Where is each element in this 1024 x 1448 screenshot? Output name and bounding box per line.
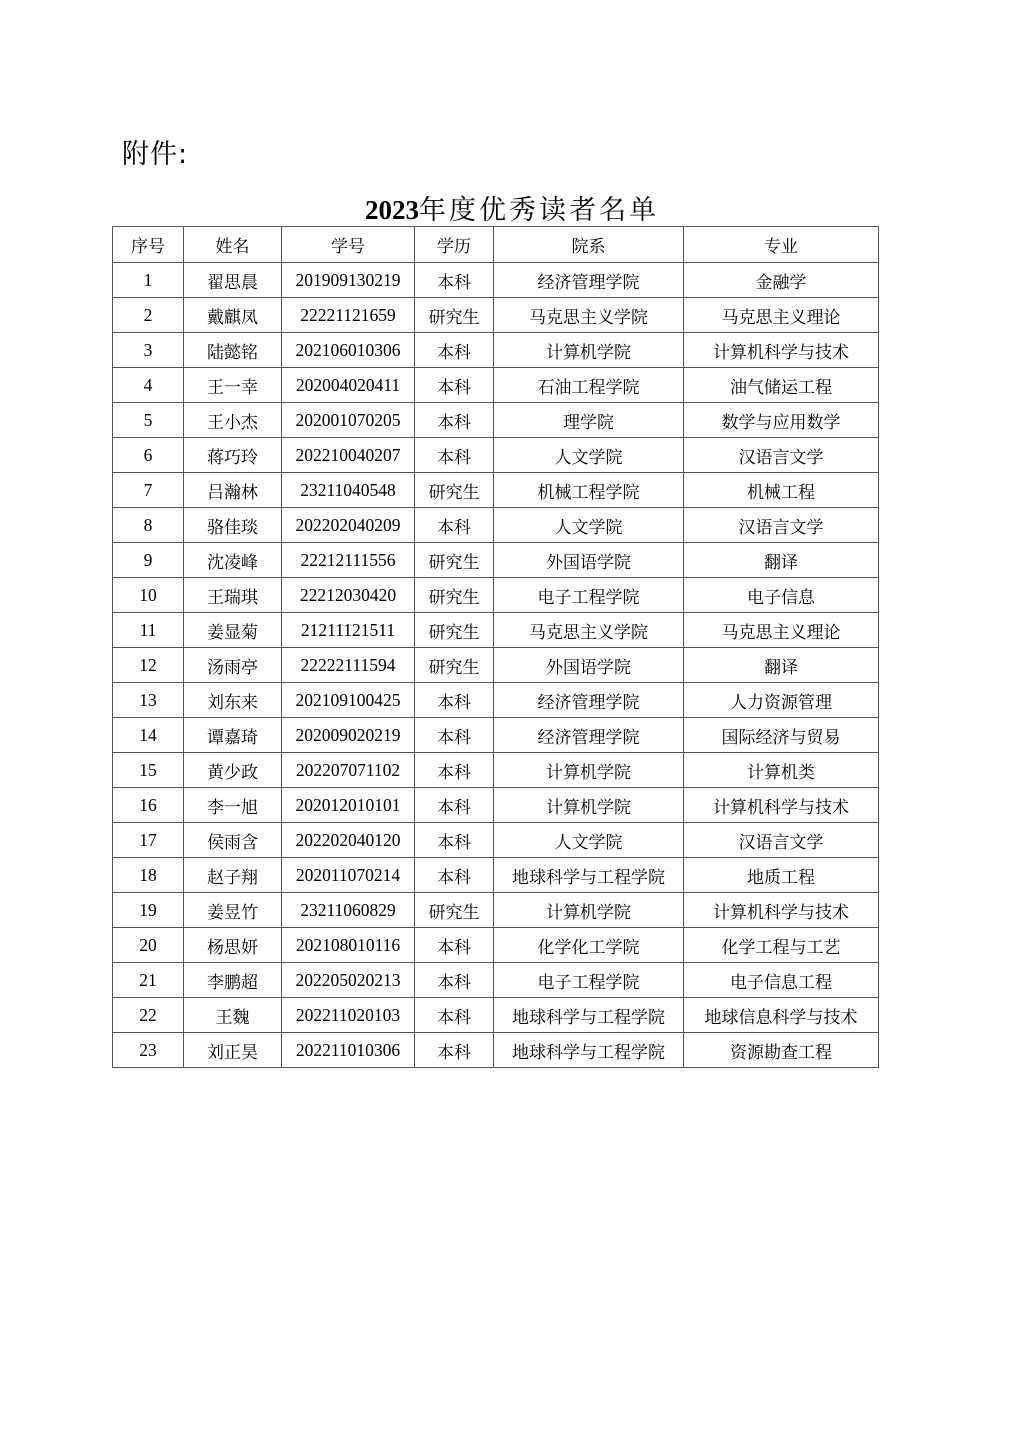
cell-degree: 本科: [415, 1033, 494, 1068]
cell-degree: 本科: [415, 718, 494, 753]
cell-major: 马克思主义理论: [684, 613, 879, 648]
cell-no: 20: [113, 928, 184, 963]
cell-major: 计算机科学与技术: [684, 333, 879, 368]
cell-student-id: 22212030420: [282, 578, 415, 613]
cell-college: 地球科学与工程学院: [494, 1033, 684, 1068]
cell-name: 侯雨含: [184, 823, 282, 858]
cell-student-id: 23211060829: [282, 893, 415, 928]
cell-name: 姜昱竹: [184, 893, 282, 928]
table-row: [113, 403, 879, 438]
cell-no: 14: [113, 718, 184, 753]
cell-no: 5: [113, 403, 184, 438]
header-major: 专业: [684, 227, 879, 263]
cell-college: 电子工程学院: [494, 578, 684, 613]
cell-student-id: 202001070205: [282, 403, 415, 438]
cell-college: 计算机学院: [494, 893, 684, 928]
cell-name: 蒋巧玲: [184, 438, 282, 473]
cell-student-id: 22221121659: [282, 298, 415, 333]
cell-major: 翻译: [684, 648, 879, 683]
cell-student-id: 202205020213: [282, 963, 415, 998]
cell-major: 油气储运工程: [684, 368, 879, 403]
cell-major: 人力资源管理: [684, 683, 879, 718]
cell-college: 外国语学院: [494, 648, 684, 683]
table-row: [113, 298, 879, 333]
cell-name: 刘正昊: [184, 1033, 282, 1068]
cell-student-id: 23211040548: [282, 473, 415, 508]
table-row: [113, 473, 879, 508]
cell-degree: 本科: [415, 823, 494, 858]
cell-degree: 研究生: [415, 893, 494, 928]
cell-student-id: 202202040209: [282, 508, 415, 543]
cell-no: 10: [113, 578, 184, 613]
cell-name: 李一旭: [184, 788, 282, 823]
cell-degree: 本科: [415, 858, 494, 893]
cell-college: 理学院: [494, 403, 684, 438]
cell-student-id: 202109100425: [282, 683, 415, 718]
cell-major: 汉语言文学: [684, 508, 879, 543]
cell-major: 计算机类: [684, 753, 879, 788]
cell-name: 王小杰: [184, 403, 282, 438]
cell-college: 化学化工学院: [494, 928, 684, 963]
cell-name: 李鹏超: [184, 963, 282, 998]
cell-student-id: 202106010306: [282, 333, 415, 368]
table-row: [113, 893, 879, 928]
cell-name: 赵子翔: [184, 858, 282, 893]
cell-no: 17: [113, 823, 184, 858]
cell-major: 汉语言文学: [684, 823, 879, 858]
cell-college: 机械工程学院: [494, 473, 684, 508]
cell-name: 吕瀚林: [184, 473, 282, 508]
cell-college: 人文学院: [494, 823, 684, 858]
table-row: [113, 438, 879, 473]
cell-student-id: 202207071102: [282, 753, 415, 788]
cell-major: 国际经济与贸易: [684, 718, 879, 753]
cell-no: 16: [113, 788, 184, 823]
cell-name: 王瑞琪: [184, 578, 282, 613]
cell-major: 化学工程与工艺: [684, 928, 879, 963]
cell-no: 4: [113, 368, 184, 403]
cell-degree: 研究生: [415, 543, 494, 578]
table-row: [113, 963, 879, 998]
cell-no: 2: [113, 298, 184, 333]
cell-student-id: 21211121511: [282, 613, 415, 648]
header-student-id: 学号: [282, 227, 415, 263]
cell-major: 电子信息工程: [684, 963, 879, 998]
header-college: 院系: [494, 227, 684, 263]
header-degree: 学历: [415, 227, 494, 263]
cell-student-id: 202108010116: [282, 928, 415, 963]
cell-degree: 本科: [415, 368, 494, 403]
cell-college: 人文学院: [494, 438, 684, 473]
cell-student-id: 202009020219: [282, 718, 415, 753]
cell-major: 计算机科学与技术: [684, 788, 879, 823]
cell-no: 11: [113, 613, 184, 648]
table-row: [113, 753, 879, 788]
header-no: 序号: [113, 227, 184, 263]
cell-college: 石油工程学院: [494, 368, 684, 403]
cell-college: 经济管理学院: [494, 718, 684, 753]
cell-no: 15: [113, 753, 184, 788]
table-row: [113, 928, 879, 963]
cell-name: 翟思晨: [184, 263, 282, 298]
cell-college: 电子工程学院: [494, 963, 684, 998]
cell-name: 姜显菊: [184, 613, 282, 648]
cell-major: 计算机科学与技术: [684, 893, 879, 928]
cell-no: 9: [113, 543, 184, 578]
cell-no: 18: [113, 858, 184, 893]
table-row: [113, 683, 879, 718]
cell-degree: 研究生: [415, 473, 494, 508]
cell-student-id: 202211020103: [282, 998, 415, 1033]
cell-student-id: 201909130219: [282, 263, 415, 298]
table-row: [113, 613, 879, 648]
cell-no: 8: [113, 508, 184, 543]
cell-name: 王魏: [184, 998, 282, 1033]
cell-degree: 本科: [415, 333, 494, 368]
cell-student-id: 202202040120: [282, 823, 415, 858]
cell-college: 地球科学与工程学院: [494, 858, 684, 893]
table-row: [113, 718, 879, 753]
cell-no: 1: [113, 263, 184, 298]
cell-student-id: 202210040207: [282, 438, 415, 473]
cell-degree: 本科: [415, 263, 494, 298]
table-row: [113, 263, 879, 298]
cell-degree: 本科: [415, 508, 494, 543]
table-row: [113, 858, 879, 893]
cell-major: 电子信息: [684, 578, 879, 613]
cell-no: 6: [113, 438, 184, 473]
table-header-row: [113, 227, 879, 263]
cell-degree: 本科: [415, 438, 494, 473]
cell-degree: 研究生: [415, 613, 494, 648]
cell-college: 计算机学院: [494, 333, 684, 368]
cell-no: 13: [113, 683, 184, 718]
cell-college: 经济管理学院: [494, 683, 684, 718]
cell-name: 谭嘉琦: [184, 718, 282, 753]
cell-degree: 本科: [415, 963, 494, 998]
cell-name: 戴麒凤: [184, 298, 282, 333]
cell-no: 23: [113, 1033, 184, 1068]
cell-student-id: 202012010101: [282, 788, 415, 823]
cell-name: 沈凌峰: [184, 543, 282, 578]
cell-student-id: 202004020411: [282, 368, 415, 403]
cell-degree: 研究生: [415, 298, 494, 333]
cell-name: 刘东来: [184, 683, 282, 718]
table-row: [113, 543, 879, 578]
cell-degree: 本科: [415, 998, 494, 1033]
cell-major: 翻译: [684, 543, 879, 578]
header-name: 姓名: [184, 227, 282, 263]
cell-major: 机械工程: [684, 473, 879, 508]
cell-college: 外国语学院: [494, 543, 684, 578]
cell-major: 资源勘查工程: [684, 1033, 879, 1068]
cell-college: 计算机学院: [494, 788, 684, 823]
cell-name: 杨思妍: [184, 928, 282, 963]
cell-no: 21: [113, 963, 184, 998]
table-row: [113, 788, 879, 823]
cell-college: 马克思主义学院: [494, 613, 684, 648]
cell-degree: 本科: [415, 683, 494, 718]
table-row: [113, 648, 879, 683]
cell-college: 地球科学与工程学院: [494, 998, 684, 1033]
cell-no: 12: [113, 648, 184, 683]
attachment-label: 附件:: [122, 139, 189, 170]
cell-degree: 研究生: [415, 648, 494, 683]
cell-no: 3: [113, 333, 184, 368]
table-row: [113, 823, 879, 858]
cell-student-id: 22212111556: [282, 543, 415, 578]
table-row: [113, 333, 879, 368]
cell-major: 数学与应用数学: [684, 403, 879, 438]
table-row: [113, 578, 879, 613]
cell-no: 19: [113, 893, 184, 928]
cell-student-id: 202211010306: [282, 1033, 415, 1068]
cell-name: 王一幸: [184, 368, 282, 403]
cell-no: 7: [113, 473, 184, 508]
cell-major: 地质工程: [684, 858, 879, 893]
table-row: [113, 368, 879, 403]
cell-degree: 本科: [415, 788, 494, 823]
cell-name: 黄少政: [184, 753, 282, 788]
cell-degree: 本科: [415, 753, 494, 788]
table-row: [113, 998, 879, 1033]
cell-major: 马克思主义理论: [684, 298, 879, 333]
page-title: [0, 188, 1024, 227]
cell-major: 地球信息科学与技术: [684, 998, 879, 1033]
title-year: 2023: [365, 195, 419, 225]
title-text: 年度优秀读者名单: [419, 195, 659, 226]
readers-table: [112, 226, 879, 1068]
table-row: [113, 508, 879, 543]
cell-college: 经济管理学院: [494, 263, 684, 298]
cell-degree: 本科: [415, 928, 494, 963]
cell-degree: 本科: [415, 403, 494, 438]
cell-no: 22: [113, 998, 184, 1033]
cell-major: 金融学: [684, 263, 879, 298]
table-row: [113, 1033, 879, 1068]
cell-college: 人文学院: [494, 508, 684, 543]
cell-name: 陆懿铭: [184, 333, 282, 368]
cell-student-id: 22222111594: [282, 648, 415, 683]
cell-college: 计算机学院: [494, 753, 684, 788]
cell-college: 马克思主义学院: [494, 298, 684, 333]
cell-name: 汤雨亭: [184, 648, 282, 683]
cell-student-id: 202011070214: [282, 858, 415, 893]
cell-major: 汉语言文学: [684, 438, 879, 473]
cell-degree: 研究生: [415, 578, 494, 613]
cell-name: 骆佳琰: [184, 508, 282, 543]
